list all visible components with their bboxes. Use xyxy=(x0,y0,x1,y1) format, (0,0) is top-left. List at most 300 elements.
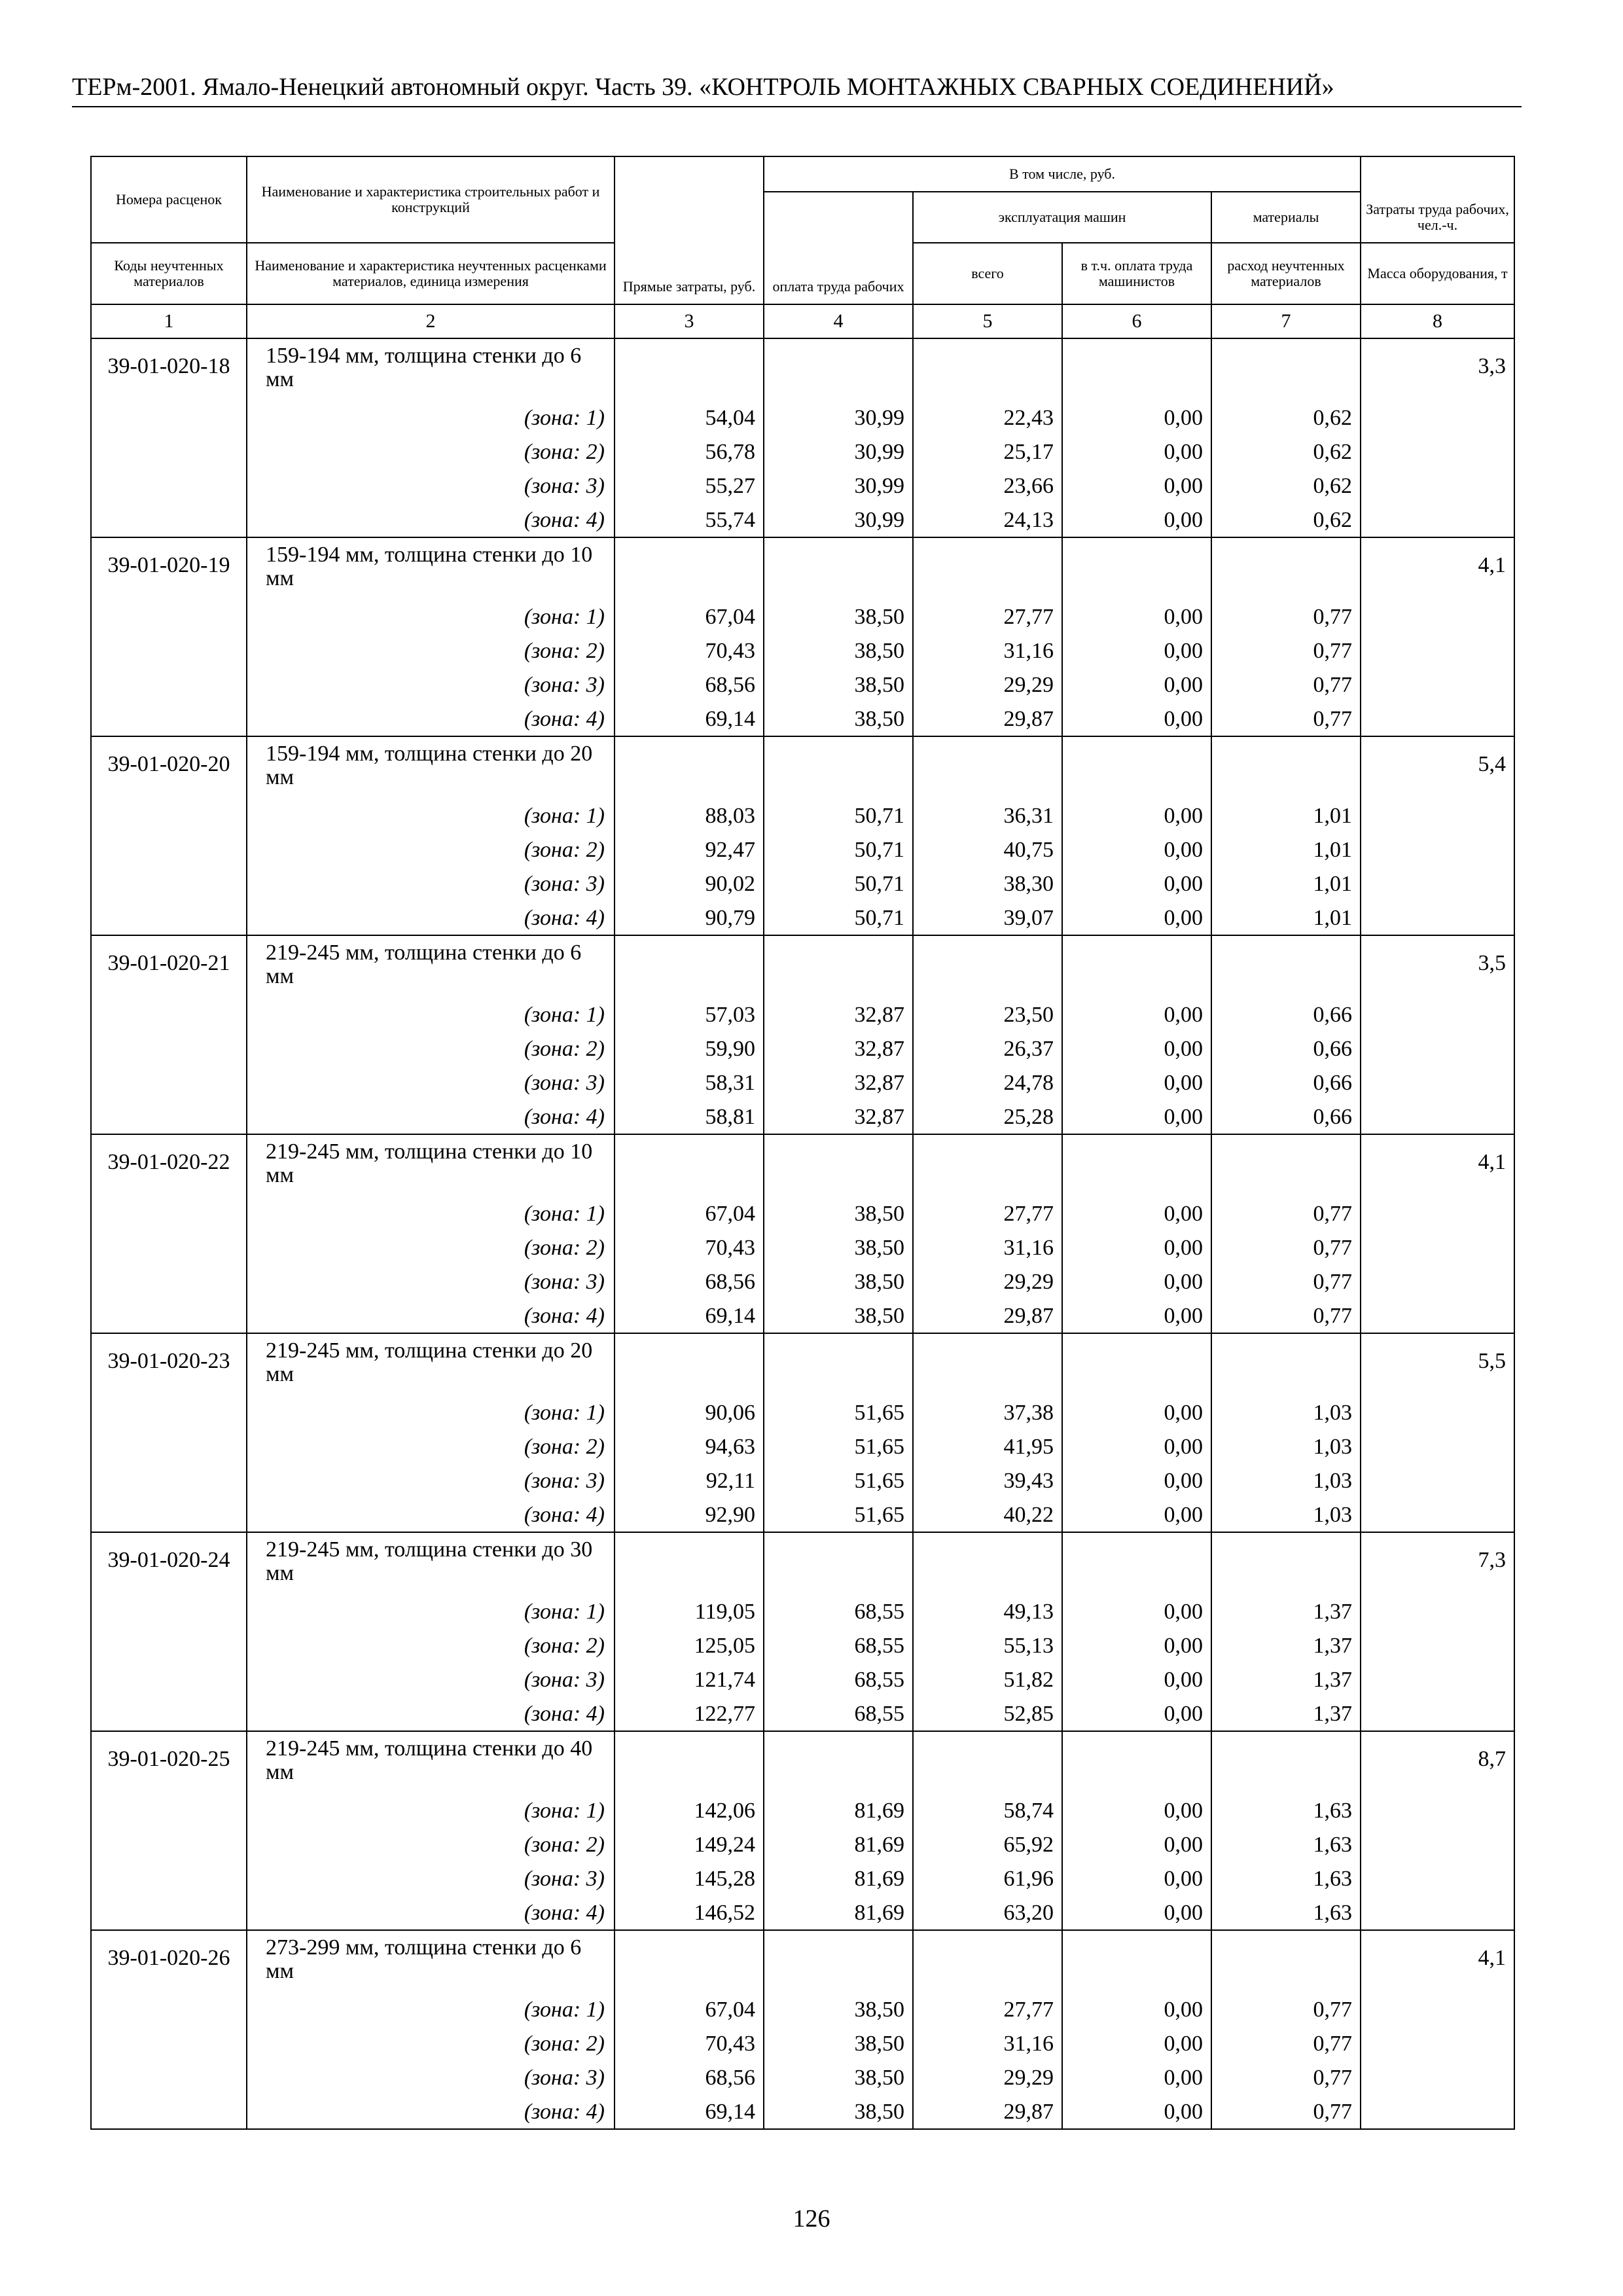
materials-cost: 0,77 xyxy=(1211,1299,1361,1333)
header-unaccounted-consumption: расход неучтенных материалов xyxy=(1211,243,1361,304)
worker-pay: 51,65 xyxy=(764,1498,913,1532)
empty-cell xyxy=(1361,2095,1514,2129)
worker-pay: 38,50 xyxy=(764,2095,913,2129)
direct-costs: 88,03 xyxy=(615,799,764,833)
worker-pay: 38,50 xyxy=(764,600,913,634)
direct-costs: 145,28 xyxy=(615,1862,764,1896)
machine-operation-total: 36,31 xyxy=(913,799,1062,833)
header-unaccounted-name: Наименование и характеристика неучтенных расценками материалов, единица измерения xyxy=(247,243,615,304)
zone-row xyxy=(91,1066,1514,1100)
zone-row xyxy=(91,799,1514,833)
empty-cell xyxy=(91,668,247,702)
direct-costs: 121,74 xyxy=(615,1663,764,1697)
rate-code: 39-01-020-24 xyxy=(91,1532,247,1595)
zone-label: (зона: 1) xyxy=(247,401,615,435)
materials-cost: 0,77 xyxy=(1211,1231,1361,1265)
zone-row xyxy=(91,1430,1514,1464)
empty-cell xyxy=(913,1532,1062,1595)
machine-operation-total: 23,66 xyxy=(913,469,1062,503)
machinist-pay: 0,00 xyxy=(1062,2061,1211,2095)
materials-cost: 1,63 xyxy=(1211,1896,1361,1930)
work-description: 219-245 мм, толщина стенки до 20 мм xyxy=(247,1333,615,1396)
header-work-name: Наименование и характеристика строительных работ и конструкций xyxy=(247,156,615,243)
direct-costs: 146,52 xyxy=(615,1896,764,1930)
empty-cell xyxy=(1361,1697,1514,1731)
empty-cell xyxy=(1361,901,1514,935)
materials-cost: 0,77 xyxy=(1211,634,1361,668)
empty-cell xyxy=(913,1731,1062,1794)
empty-cell xyxy=(91,901,247,935)
rate-code: 39-01-020-25 xyxy=(91,1731,247,1794)
worker-pay: 38,50 xyxy=(764,2027,913,2061)
empty-cell xyxy=(91,1595,247,1629)
machine-operation-total: 27,77 xyxy=(913,600,1062,634)
empty-cell xyxy=(1361,867,1514,901)
zone-row xyxy=(91,1032,1514,1066)
direct-costs: 59,90 xyxy=(615,1032,764,1066)
empty-cell xyxy=(91,1498,247,1532)
zone-label: (зона: 4) xyxy=(247,2095,615,2129)
worker-pay: 81,69 xyxy=(764,1794,913,1828)
empty-cell xyxy=(913,1333,1062,1396)
machinist-pay: 0,00 xyxy=(1062,1396,1211,1430)
empty-cell xyxy=(1211,1930,1361,1993)
empty-cell xyxy=(91,1066,247,1100)
direct-costs: 119,05 xyxy=(615,1595,764,1629)
empty-cell xyxy=(91,600,247,634)
empty-cell xyxy=(1361,1231,1514,1265)
table-header xyxy=(91,156,1514,338)
empty-cell xyxy=(1361,1828,1514,1862)
direct-costs: 54,04 xyxy=(615,401,764,435)
empty-cell xyxy=(91,2027,247,2061)
worker-pay: 51,65 xyxy=(764,1396,913,1430)
direct-costs: 68,56 xyxy=(615,668,764,702)
direct-costs: 58,31 xyxy=(615,1066,764,1100)
direct-costs: 122,77 xyxy=(615,1697,764,1731)
direct-costs: 94,63 xyxy=(615,1430,764,1464)
machinist-pay: 0,00 xyxy=(1062,1595,1211,1629)
machinist-pay: 0,00 xyxy=(1062,1993,1211,2027)
empty-cell xyxy=(1062,1333,1211,1396)
labor-costs: 5,5 xyxy=(1361,1333,1514,1396)
worker-pay: 38,50 xyxy=(764,1231,913,1265)
zone-label: (зона: 2) xyxy=(247,2027,615,2061)
rate-group-row xyxy=(91,935,1514,998)
empty-cell xyxy=(1062,1532,1211,1595)
empty-cell xyxy=(1361,1794,1514,1828)
empty-cell xyxy=(91,1663,247,1697)
materials-cost: 1,03 xyxy=(1211,1464,1361,1498)
materials-cost: 0,77 xyxy=(1211,2061,1361,2095)
machinist-pay: 0,00 xyxy=(1062,1299,1211,1333)
empty-cell xyxy=(1361,1265,1514,1299)
empty-cell xyxy=(764,1731,913,1794)
rate-code: 39-01-020-18 xyxy=(91,338,247,401)
worker-pay: 51,65 xyxy=(764,1464,913,1498)
empty-cell xyxy=(1211,935,1361,998)
empty-cell xyxy=(1211,1532,1361,1595)
zone-row xyxy=(91,867,1514,901)
zone-row xyxy=(91,1299,1514,1333)
worker-pay: 68,55 xyxy=(764,1663,913,1697)
machinist-pay: 0,00 xyxy=(1062,867,1211,901)
rate-code: 39-01-020-22 xyxy=(91,1134,247,1197)
empty-cell xyxy=(1361,1197,1514,1231)
materials-cost: 0,77 xyxy=(1211,668,1361,702)
empty-cell xyxy=(1361,2027,1514,2061)
empty-cell xyxy=(615,1930,764,1993)
zone-label: (зона: 3) xyxy=(247,469,615,503)
zone-row xyxy=(91,1100,1514,1134)
zone-row xyxy=(91,634,1514,668)
materials-cost: 1,37 xyxy=(1211,1697,1361,1731)
zone-label: (зона: 4) xyxy=(247,901,615,935)
machinist-pay: 0,00 xyxy=(1062,1697,1211,1731)
empty-cell xyxy=(615,338,764,401)
empty-cell xyxy=(1062,338,1211,401)
zone-row xyxy=(91,833,1514,867)
empty-cell xyxy=(1361,1896,1514,1930)
materials-cost: 1,37 xyxy=(1211,1629,1361,1663)
materials-cost: 0,62 xyxy=(1211,401,1361,435)
worker-pay: 32,87 xyxy=(764,998,913,1032)
direct-costs: 69,14 xyxy=(615,702,764,736)
empty-cell xyxy=(1062,537,1211,600)
empty-cell xyxy=(91,2095,247,2129)
empty-cell xyxy=(615,1731,764,1794)
materials-cost: 1,03 xyxy=(1211,1396,1361,1430)
worker-pay: 50,71 xyxy=(764,867,913,901)
machine-operation-total: 29,87 xyxy=(913,1299,1062,1333)
worker-pay: 68,55 xyxy=(764,1629,913,1663)
empty-cell xyxy=(91,1032,247,1066)
worker-pay: 81,69 xyxy=(764,1828,913,1862)
rate-code: 39-01-020-26 xyxy=(91,1930,247,1993)
zone-label: (зона: 4) xyxy=(247,1299,615,1333)
labor-costs: 4,1 xyxy=(1361,537,1514,600)
machinist-pay: 0,00 xyxy=(1062,1663,1211,1697)
worker-pay: 50,71 xyxy=(764,901,913,935)
empty-cell xyxy=(1361,1066,1514,1100)
worker-pay: 68,55 xyxy=(764,1595,913,1629)
empty-cell xyxy=(1361,833,1514,867)
empty-cell xyxy=(91,1862,247,1896)
empty-cell xyxy=(91,2061,247,2095)
machine-operation-total: 23,50 xyxy=(913,998,1062,1032)
machine-operation-total: 27,77 xyxy=(913,1993,1062,2027)
header-machine-operation: эксплуатация машин xyxy=(913,192,1211,243)
worker-pay: 38,50 xyxy=(764,1265,913,1299)
machinist-pay: 0,00 xyxy=(1062,1896,1211,1930)
header-materials: материалы xyxy=(1211,192,1361,243)
zone-row xyxy=(91,435,1514,469)
rate-group-row xyxy=(91,736,1514,799)
page-header-title: ТЕРм-2001. Ямало-Ненецкий автономный округ. Часть 39. «КОНТРОЛЬ МОНТАЖНЫХ СВАРНЫХ СОЕДИНЕНИЙ» xyxy=(72,73,1334,101)
direct-costs: 67,04 xyxy=(615,600,764,634)
empty-cell xyxy=(1361,668,1514,702)
empty-cell xyxy=(91,1993,247,2027)
direct-costs: 58,81 xyxy=(615,1100,764,1134)
empty-cell xyxy=(764,935,913,998)
zone-row xyxy=(91,1629,1514,1663)
direct-costs: 70,43 xyxy=(615,2027,764,2061)
zone-label: (зона: 4) xyxy=(247,1498,615,1532)
empty-cell xyxy=(1211,1731,1361,1794)
machine-operation-total: 22,43 xyxy=(913,401,1062,435)
labor-costs: 7,3 xyxy=(1361,1532,1514,1595)
empty-cell xyxy=(615,1532,764,1595)
machine-operation-total: 29,87 xyxy=(913,2095,1062,2129)
empty-cell xyxy=(1361,1430,1514,1464)
machine-operation-total: 31,16 xyxy=(913,634,1062,668)
direct-costs: 142,06 xyxy=(615,1794,764,1828)
machine-operation-total: 25,17 xyxy=(913,435,1062,469)
zone-label: (зона: 3) xyxy=(247,1265,615,1299)
empty-cell xyxy=(1361,1993,1514,2027)
column-number: 3 xyxy=(615,304,764,338)
zone-label: (зона: 3) xyxy=(247,1464,615,1498)
zone-row xyxy=(91,1498,1514,1532)
materials-cost: 0,77 xyxy=(1211,1993,1361,2027)
empty-cell xyxy=(1211,1333,1361,1396)
materials-cost: 1,63 xyxy=(1211,1862,1361,1896)
empty-cell xyxy=(91,1231,247,1265)
materials-cost: 1,03 xyxy=(1211,1430,1361,1464)
header-labor-costs: Затраты труда рабочих, чел.-ч. xyxy=(1361,156,1514,243)
work-description: 219-245 мм, толщина стенки до 10 мм xyxy=(247,1134,615,1197)
direct-costs: 92,90 xyxy=(615,1498,764,1532)
zone-row xyxy=(91,998,1514,1032)
machine-operation-total: 24,78 xyxy=(913,1066,1062,1100)
zone-row xyxy=(91,401,1514,435)
materials-cost: 0,77 xyxy=(1211,1197,1361,1231)
materials-cost: 0,62 xyxy=(1211,469,1361,503)
rate-group-row xyxy=(91,537,1514,600)
empty-cell xyxy=(1211,338,1361,401)
empty-cell xyxy=(91,1396,247,1430)
direct-costs: 55,27 xyxy=(615,469,764,503)
zone-row xyxy=(91,1993,1514,2027)
machine-operation-total: 31,16 xyxy=(913,1231,1062,1265)
machinist-pay: 0,00 xyxy=(1062,1464,1211,1498)
zone-row xyxy=(91,2027,1514,2061)
machinist-pay: 0,00 xyxy=(1062,702,1211,736)
rate-code: 39-01-020-23 xyxy=(91,1333,247,1396)
materials-cost: 1,63 xyxy=(1211,1828,1361,1862)
empty-cell xyxy=(91,503,247,537)
machinist-pay: 0,00 xyxy=(1062,1032,1211,1066)
zone-label: (зона: 3) xyxy=(247,668,615,702)
empty-cell xyxy=(615,537,764,600)
rate-group-row xyxy=(91,1731,1514,1794)
empty-cell xyxy=(91,799,247,833)
column-number: 2 xyxy=(247,304,615,338)
empty-cell xyxy=(91,1896,247,1930)
empty-cell xyxy=(913,1930,1062,1993)
empty-cell xyxy=(764,1333,913,1396)
rate-code: 39-01-020-19 xyxy=(91,537,247,600)
direct-costs: 90,06 xyxy=(615,1396,764,1430)
zone-row xyxy=(91,1265,1514,1299)
machine-operation-total: 37,38 xyxy=(913,1396,1062,1430)
machine-operation-total: 52,85 xyxy=(913,1697,1062,1731)
work-description: 273-299 мм, толщина стенки до 6 мм xyxy=(247,1930,615,1993)
header-unaccounted-codes: Коды неучтенных материалов xyxy=(91,243,247,304)
table-body xyxy=(91,338,1514,2129)
machine-operation-total: 49,13 xyxy=(913,1595,1062,1629)
zone-label: (зона: 4) xyxy=(247,503,615,537)
worker-pay: 32,87 xyxy=(764,1032,913,1066)
rate-group-row xyxy=(91,1532,1514,1595)
work-description: 219-245 мм, толщина стенки до 6 мм xyxy=(247,935,615,998)
column-number: 1 xyxy=(91,304,247,338)
empty-cell xyxy=(1062,1134,1211,1197)
column-number: 4 xyxy=(764,304,913,338)
empty-cell xyxy=(91,1697,247,1731)
zone-label: (зона: 4) xyxy=(247,702,615,736)
work-description: 159-194 мм, толщина стенки до 10 мм xyxy=(247,537,615,600)
column-number: 6 xyxy=(1062,304,1211,338)
worker-pay: 30,99 xyxy=(764,401,913,435)
empty-cell xyxy=(1361,1663,1514,1697)
empty-cell xyxy=(1062,1731,1211,1794)
machine-operation-total: 29,87 xyxy=(913,702,1062,736)
machinist-pay: 0,00 xyxy=(1062,1794,1211,1828)
worker-pay: 30,99 xyxy=(764,469,913,503)
empty-cell xyxy=(1361,702,1514,736)
empty-cell xyxy=(91,634,247,668)
zone-row xyxy=(91,469,1514,503)
machinist-pay: 0,00 xyxy=(1062,1498,1211,1532)
rate-code: 39-01-020-21 xyxy=(91,935,247,998)
empty-cell xyxy=(91,702,247,736)
machine-operation-total: 40,22 xyxy=(913,1498,1062,1532)
empty-cell xyxy=(91,1100,247,1134)
column-number: 7 xyxy=(1211,304,1361,338)
empty-cell xyxy=(913,935,1062,998)
empty-cell xyxy=(1361,600,1514,634)
header-machine-total: всего xyxy=(913,243,1062,304)
worker-pay: 38,50 xyxy=(764,634,913,668)
empty-cell xyxy=(91,401,247,435)
machine-operation-total: 26,37 xyxy=(913,1032,1062,1066)
machine-operation-total: 39,43 xyxy=(913,1464,1062,1498)
materials-cost: 0,77 xyxy=(1211,1265,1361,1299)
direct-costs: 68,56 xyxy=(615,1265,764,1299)
direct-costs: 57,03 xyxy=(615,998,764,1032)
direct-costs: 69,14 xyxy=(615,2095,764,2129)
empty-cell xyxy=(764,1930,913,1993)
empty-cell xyxy=(1361,1595,1514,1629)
zone-label: (зона: 4) xyxy=(247,1100,615,1134)
zone-label: (зона: 1) xyxy=(247,1595,615,1629)
zone-row xyxy=(91,1697,1514,1731)
empty-cell xyxy=(1062,935,1211,998)
zone-label: (зона: 2) xyxy=(247,833,615,867)
machinist-pay: 0,00 xyxy=(1062,435,1211,469)
materials-cost: 0,66 xyxy=(1211,1100,1361,1134)
machinist-pay: 0,00 xyxy=(1062,668,1211,702)
empty-cell xyxy=(615,736,764,799)
header-worker-pay: оплата труда рабочих xyxy=(764,192,913,304)
zone-label: (зона: 2) xyxy=(247,1629,615,1663)
empty-cell xyxy=(1361,1629,1514,1663)
materials-cost: 0,77 xyxy=(1211,2095,1361,2129)
zone-row xyxy=(91,1862,1514,1896)
labor-costs: 5,4 xyxy=(1361,736,1514,799)
empty-cell xyxy=(1361,1032,1514,1066)
zone-label: (зона: 2) xyxy=(247,634,615,668)
empty-cell xyxy=(1361,435,1514,469)
zone-label: (зона: 2) xyxy=(247,1231,615,1265)
empty-cell xyxy=(1361,1498,1514,1532)
direct-costs: 70,43 xyxy=(615,1231,764,1265)
labor-costs: 4,1 xyxy=(1361,1930,1514,1993)
empty-cell xyxy=(764,537,913,600)
empty-cell xyxy=(764,338,913,401)
materials-cost: 0,66 xyxy=(1211,1032,1361,1066)
machinist-pay: 0,00 xyxy=(1062,1862,1211,1896)
empty-cell xyxy=(1211,1134,1361,1197)
zone-label: (зона: 3) xyxy=(247,2061,615,2095)
zone-row xyxy=(91,1663,1514,1697)
empty-cell xyxy=(91,1265,247,1299)
zone-label: (зона: 2) xyxy=(247,1032,615,1066)
empty-cell xyxy=(615,1134,764,1197)
materials-cost: 1,01 xyxy=(1211,799,1361,833)
materials-cost: 0,66 xyxy=(1211,998,1361,1032)
zone-label: (зона: 3) xyxy=(247,1663,615,1697)
materials-cost: 0,66 xyxy=(1211,1066,1361,1100)
column-number: 5 xyxy=(913,304,1062,338)
empty-cell xyxy=(91,1629,247,1663)
zone-label: (зона: 1) xyxy=(247,998,615,1032)
empty-cell xyxy=(1361,1862,1514,1896)
zone-row xyxy=(91,1231,1514,1265)
header-rule xyxy=(72,106,1522,107)
machinist-pay: 0,00 xyxy=(1062,1231,1211,1265)
zone-row xyxy=(91,901,1514,935)
worker-pay: 51,65 xyxy=(764,1430,913,1464)
zone-label: (зона: 3) xyxy=(247,1862,615,1896)
empty-cell xyxy=(91,1794,247,1828)
zone-label: (зона: 2) xyxy=(247,435,615,469)
machine-operation-total: 24,13 xyxy=(913,503,1062,537)
direct-costs: 92,47 xyxy=(615,833,764,867)
empty-cell xyxy=(1361,2061,1514,2095)
empty-cell xyxy=(764,1134,913,1197)
zone-row xyxy=(91,1595,1514,1629)
zone-label: (зона: 2) xyxy=(247,1828,615,1862)
zone-label: (зона: 1) xyxy=(247,600,615,634)
worker-pay: 38,50 xyxy=(764,702,913,736)
materials-cost: 0,62 xyxy=(1211,503,1361,537)
worker-pay: 50,71 xyxy=(764,799,913,833)
empty-cell xyxy=(1361,634,1514,668)
machine-operation-total: 51,82 xyxy=(913,1663,1062,1697)
labor-costs: 3,3 xyxy=(1361,338,1514,401)
materials-cost: 0,77 xyxy=(1211,600,1361,634)
machinist-pay: 0,00 xyxy=(1062,2027,1211,2061)
machine-operation-total: 29,29 xyxy=(913,2061,1062,2095)
machinist-pay: 0,00 xyxy=(1062,1629,1211,1663)
work-description: 219-245 мм, толщина стенки до 40 мм xyxy=(247,1731,615,1794)
labor-costs: 3,5 xyxy=(1361,935,1514,998)
rates-table xyxy=(90,156,1515,2130)
empty-cell xyxy=(615,935,764,998)
zone-label: (зона: 4) xyxy=(247,1896,615,1930)
